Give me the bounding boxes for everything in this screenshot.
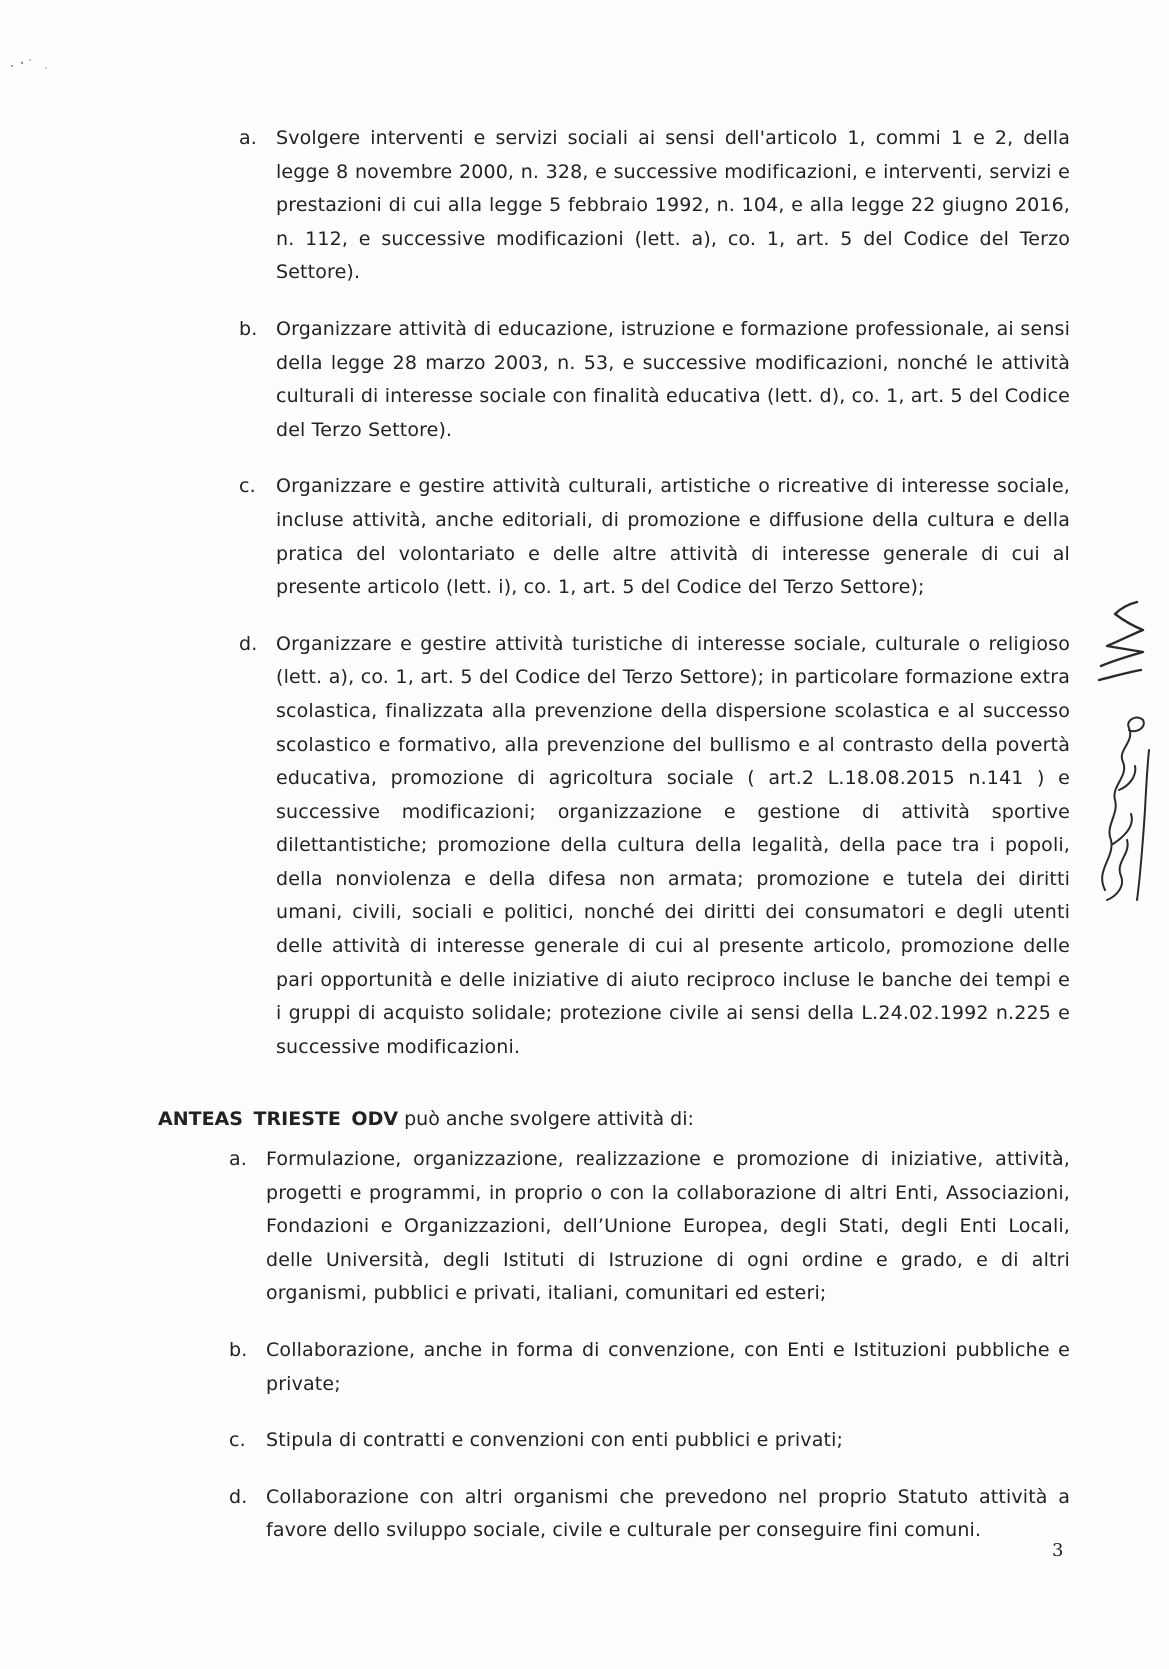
list-item-text: Organizzare e gestire attività turistiche di interesse sociale, culturale o religioso (lett. a), co. 1, art. 5 del Codice del Terzo Settore); in particolare formazione extra scolastica, finalizzata alla prevenzione della dispersione scolastica e al successo scolastico e formativo, alla prevenzione del bullismo e al contrasto della povertà educativa, promozione di agricoltura sociale ( art.2 L.18.08.2015 n.141 ) e successive modificazioni; organizzazione e gestione di attività sportive dilettantistiche; promozione della cultura della legalità, della pace tra i popoli, della nonviolenza e della difesa non armata; promozione e tutela dei diritti umani, civili, sociali e politici, nonché dei diritti dei consumatori e degli utenti delle attività di interesse generale di cui al presente articolo, promozione delle pari opportunità e delle iniziative di aiuto reciproco incluse le banche dei tempi e i gruppi di acquisto solidale; protezione civile ai sensi della L.24.02.1992 n.225 e successive modificazioni. xyxy=(276,632,1070,1058)
scan-specks xyxy=(0,40,70,80)
organization-name: ANTEAS TRIESTE ODV xyxy=(158,1108,399,1130)
list-item xyxy=(229,1481,1070,1548)
list-item-text: Collaborazione, anche in forma di convenzione, con Enti e Istituzioni pubbliche e private; xyxy=(266,1338,1070,1395)
intro-text: può anche svolgere attività di: xyxy=(398,1108,694,1130)
list-marker: d. xyxy=(229,1485,248,1508)
list-item-text: Formulazione, organizzazione, realizzazione e promozione di iniziative, attività, progetti e programmi, in proprio o con la collaborazione di altri Enti, Associazioni, Fondazioni e Organizzazioni, dell’Unione Europea, degli Stati, degli Enti Locali, delle Università, degli Istituti di Istruzione di ogni ordine e grado, e di altri organismi, pubblici e privati, italiani, comunitari ed esteri; xyxy=(266,1148,1070,1305)
activities-list xyxy=(239,122,1070,1087)
list-item xyxy=(239,628,1070,1065)
list-marker: a. xyxy=(239,127,257,149)
list-item-text: Svolgere interventi e servizi sociali ai sensi dell'articolo 1, commi 1 e 2, della legge 8 novembre 2000, n. 328, e successive modificazioni, e interventi, servizi e prestazioni di cui alla legge 5 febbraio 1992, n. 104, e alla legge 22 giugno 2016, n. 112, e successive modificazioni (lett. a), co. 1, art. 5 del Codice del Terzo Settore). xyxy=(276,127,1070,284)
list-item xyxy=(239,122,1070,290)
signature-scribble xyxy=(1102,718,1149,900)
list-item-text: Stipula di contratti e convenzioni con enti pubblici e privati; xyxy=(266,1429,844,1452)
list-item xyxy=(229,1143,1070,1311)
list-item-text: Organizzare attività di educazione, istruzione e formazione professionale, ai sensi della legge 28 marzo 2003, n. 53, e successive modificazioni, nonché le attività culturali di interesse sociale con finalità educativa (lett. d), co. 1, art. 5 del Codice del Terzo Settore). xyxy=(276,317,1070,441)
list-marker: a. xyxy=(229,1148,247,1170)
list-item xyxy=(239,470,1070,604)
list-marker: b. xyxy=(229,1338,248,1361)
page-number: 3 xyxy=(1052,1540,1064,1561)
initials-signature xyxy=(1099,602,1143,680)
list-marker: d. xyxy=(239,632,258,655)
list-marker: c. xyxy=(239,475,256,498)
list-item xyxy=(239,313,1070,447)
list-marker: c. xyxy=(229,1429,246,1452)
list-item xyxy=(229,1334,1070,1401)
list-item xyxy=(229,1424,1070,1458)
additional-activities-list xyxy=(229,1143,1070,1571)
list-marker: b. xyxy=(239,317,258,340)
list-item-text: Collaborazione con altri organismi che prevedono nel proprio Statuto attività a favore dello sviluppo sociale, civile e culturale per conseguire fini comuni. xyxy=(266,1485,1070,1542)
margin-signatures xyxy=(1085,600,1155,960)
section-intro xyxy=(158,1103,694,1136)
list-item-text: Organizzare e gestire attività culturali, artistiche o ricreative di interesse sociale, incluse attività, anche editoriali, di promozione e diffusione della cultura e della pratica del volontariato e delle altre attività di interesse generale di cui al presente articolo (lett. i), co. 1, art. 5 del Codice del Terzo Settore); xyxy=(276,475,1070,599)
